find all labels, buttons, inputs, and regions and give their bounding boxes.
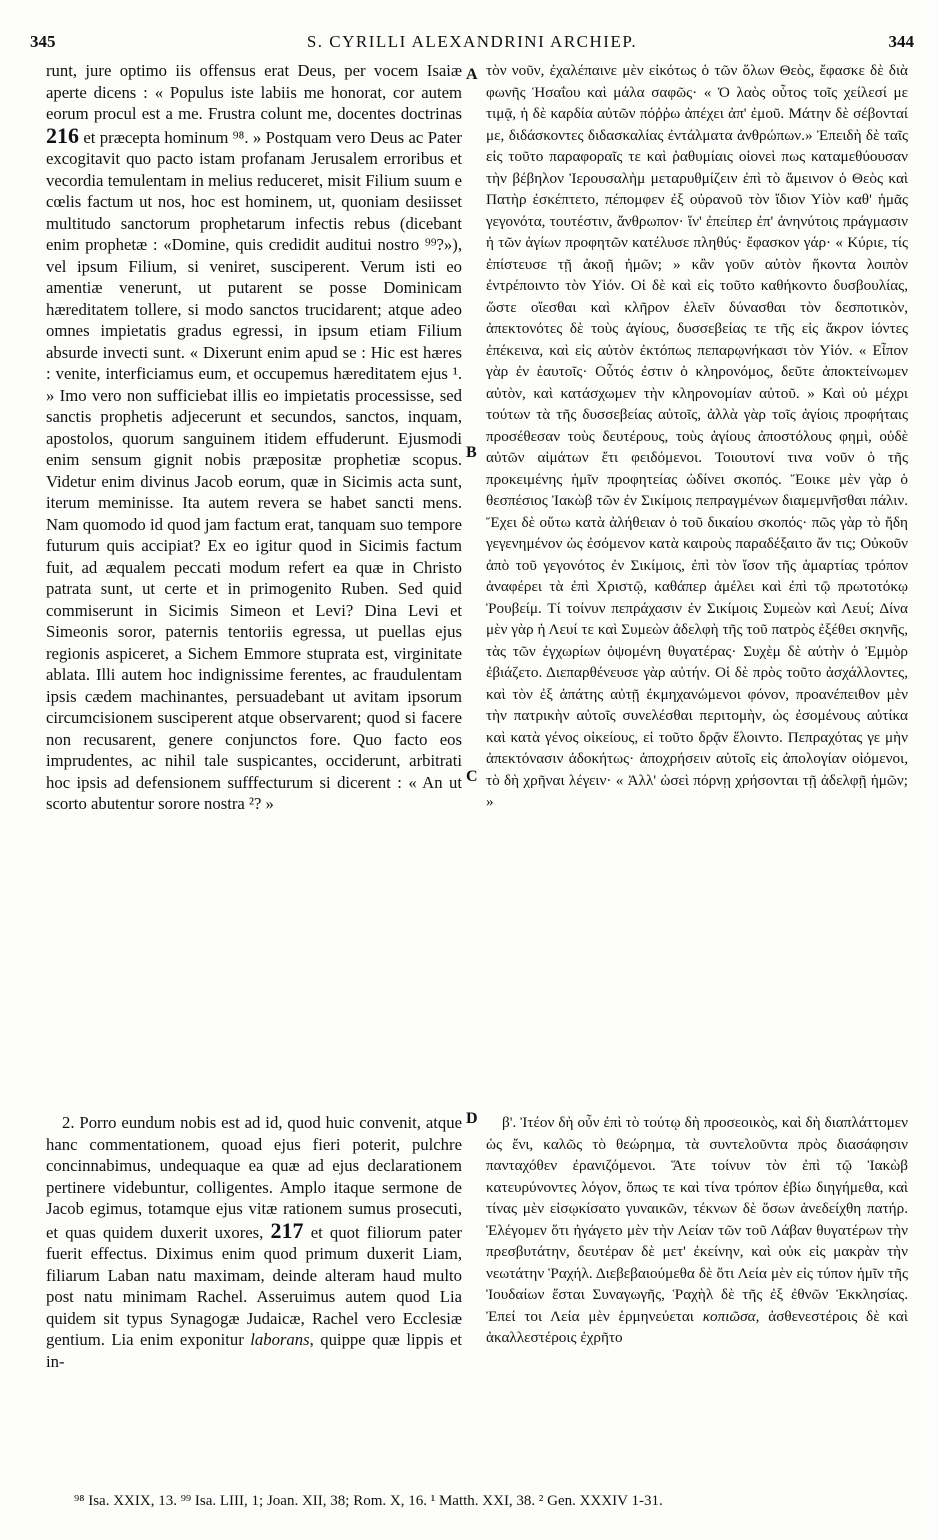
latin-text: et præcepta hominum ⁹⁸. » Postquam vero Deus ac Pater excogitavit quo pacto istam profanam Jerusalem erroribus et vecordia temulentam in melius reduceret, misit Filium suum e cœlis factum ut nos, hoc est hominem, ut, quoniam desiisset multitudo sanctorum prophetarum infectis rebus (dicebant enim prophetæ : «Domine, quis credidit auditui nostro ⁹⁹?»), vel ipsum Filium, si veniret, susciperent. Verum isti eo amentiæ venerunt, ut putarent se posse Dominicam hæreditatem tollere, si modo sanctos trucidarent; atque adeo omnes impietatis gradus egressi, in ipsum etiam Filium absurde invecti sunt. « Dixerunt enim apud se : Hic est hæres : venite, interficiamus eum, et occupemus hæreditatem ejus ¹. » Imo vero non sufficiebat illis eo impietatis processisse, sed sanctis prophetis adjecerunt et secundos, sanctos, inquam, apostolos, quorum sanguinem itidem effuderunt. Ejusmodi enim sensum gignit nobis præpositæ prophetiæ scopus. Videtur enim divinus Jacob eorum, quæ in Sicimis acta sunt, iterum meminisse. Ita autem revera se habet sancti mens. Nam quomodo id quod jam factum erat, tanquam suo tempore futurum quis accipiat? Ex eo igitur quod in Sicimis factum fuit, ad æqualem peccati modum refert ea quæ in Christo patrata sunt, ut certe et in primogenito Ruben. Sed quid commiserunt in Sicimis Simeon et Levi? Dina Levi et Simeonis soror, paternis tentoriis egressa, ut puellas ejus regionis aspiceret, a Sichem Emmore stuprata est, virginitate ablata. Illi autem hoc indignissime ferentes, ac fraudulentam ipsis cædem machinantes, persuadebant ut avitam ipsorum circumcisionem susciperent atque observarent; quod si facere non recusarent, genere conjunctos fore. Quo facto eos imprudentes, ac nihil tale suspicantes, occiderunt, arbitrati hoc ipsis ad defensionem sufffecturum si dicerent : « An ut scorto abutentur sorore nostra ²? » (46, 127, 462, 813)
latin-column-top (46, 60, 462, 815)
greek-text: , ἀσθενεστέροις δὲ καὶ ἀκαλλεστέροις ἐχρῆτο (486, 1307, 908, 1346)
inline-page-number: 217 (270, 1217, 304, 1243)
greek-text: β'. Ἰτέον δὴ οὖν ἐπὶ τὸ τούτῳ δὴ προσεοικὸς, καὶ δὴ διαπλάττομεν ὡς ἔνι, καλῶς τὸ θεώρημα, τὰ συντελοῦντα πρὸς διασάφησιν πανταχόθεν ἐρανιζόμενοι. Ἅτε τοίνυν τὸν ἐπὶ τῷ Ἰακὼβ κατευρύνοντες λόγον, ὅπως τε καὶ τίνα τρόπον ἐβίω διηγήμεθα, καὶ τίνας μὲν εἰσῳκίσατο γυναικῶν, τέκνων δὲ ὅσων ἀνεδείχθη πατήρ. Ἐλέγομεν ὅτι ἠγάγετο μὲν τὴν Λείαν τῶν τοῦ Λάβαν θυγατέρων τὴν πρεσβυτάτην, δευτέραν δὲ μετ' ἐκείνην, καὶ οὐκ εἰς μακρὰν τὴν νεωτάτην Ῥαχήλ. Διεβεβαιούμεθα δὲ ὅτι Λεία μὲν εἰς τύπον ἡμῖν τῆς Ἰουδαίων ἔσται Συναγωγῆς, Ῥαχὴλ δὲ τῆς ἐξ ἐθνῶν Ἐκκλησίας. Ἐπεί τοι Λεία μὲν ἑρμηνεύεται (486, 1114, 908, 1325)
margin-letter-a: A (466, 66, 478, 83)
greek-paragraph-1: τὸν νοῦν, ἐχαλέπαινε μὲν εἰκότως ὁ τῶν ὅλων Θεὸς, ἔφασκε δὲ διὰ φωνῆς Ἡσαΐου καὶ μάλα σαφῶς· « Ὁ λαὸς οὗτος τοῖς χείλεσί με τιμᾷ, ἡ δὲ καρδία αὐτῶν πόῤῥω ἀπέχει ἀπ' ἐμοῦ. Μάτην δὲ σέβονταί με, διδάσκοντες διδασκαλίας ἐντάλματα ἀνθρώπων.» Ἐπειδὴ δὲ ταῖς εἰς τοῦτο παραφοραῖς τε καὶ ῥαθυμίαις οἱονεὶ πως καταμεθύουσαν τὴν βέβηλον Ἱερουσαλὴμ μεταρυθμίζειν ἐπὶ τὸ ἄμεινον ὁ Θεὸς καὶ Πατὴρ ἐσκέπτετο, πέπομφεν ἐξ οὐρανοῦ τὸν ἴδιον Υἱὸν καθ' ἡμᾶς γεγονότα, τουτέστιν, ἄνθρωπον· ἵν' ἐπείπερ ἐπ' ἀνηνύτοις πράγμασιν ἡ τῶν ἁγίων προφητῶν κατέλυσε πληθύς· ἔφασκον γάρ· « Κύριε, τίς ἐπίστευσε τῇ ἀκοῇ ἡμῶν; » κἂν γοῦν αὐτὸν ἥκοντα λοιπὸν ἐντρέποιντο τὸν Υἱόν. Οἱ δὲ καὶ εἰς τοῦτο καθήκοντο δυσβουλίας, ὥστε οἴεσθαι καὶ κλῆρον ἑλεῖν δύνασθαι τὸν δεσποτικὸν, ἀπεκτονότες δὲ τοὺς ἁγίους, δυσσεβείας τε τῆς εἰς ἄκρον ἰόντες ἐπέκεινα, καὶ εἰς αὐτὸν ἐκτόπως πεπαρῳνήκασι τὸν Υἱόν. « Εἶπον γὰρ ἐν ἑαυτοῖς· Οὗτός ἐστιν ὁ κληρονόμος, δεῦτε ἀποκτείνωμεν αὐτὸν, καὶ κατάσχωμεν τὴν κληρονομίαν αὐτοῦ. » Καὶ οὐ μέχρι τούτων τὰ τῆς δυσσεβείας αὐτοῖς, ἀλλὰ γὰρ τοῖς ἁγίοις προφήταις προσέθεσαν τοὺς δευτέρους, τοὺς ἁγίους ἀποστόλους φημὶ, οὐδὲ αὐτῶν αἱμάτων ἔτι φειδόμενοι. Τοιουτονί τινα νοῦν ὁ τῆς προκειμένης ἡμῖν προφητείας ὠδίνει σκοπός. Ἔοικε μὲν γὰρ ὁ θεσπέσιος Ἰακὼβ τῶν ἐν Σικίμοις πεπραγμένων διαμεμνῆσθαι πάλιν. Ἔχει δὲ οὕτω κατὰ ἀλήθειαν ὁ τοῦ δικαίου σκοπός· πῶς γὰρ τὸ ἤδη γεγενημένον ὡς ἐσόμενον κατὰ καιροὺς παραδέξαιτο ἄν τις; Οὐκοῦν ἀπὸ τοῦ γεγονότος ἐν Σικίμοις, ἐπὶ τὸν ἴσον τῆς ἁμαρτίας τρόπον ἀναφέρει τὰ ἐπὶ Χριστῷ, καθάπερ ἀμέλει καὶ ἐπὶ τῷ πρωτοτόκῳ Ῥουβείμ. Τί τοίνυν πεπράχασιν ἐν Σικίμοις Συμεὼν καὶ Λευί; Δίνα μὲν γὰρ ἡ Λευί τε καὶ Συμεὼν ἀδελφὴ τῆς τοῦ πατρὸς ἐξέθει σκηνῆς, τὰς τῶν ἐγχωρίων ὀψομένη θυγατέρας· Συχὲμ δὲ αὐτὴν ὁ Ἐμμὸρ ἐβιάζετο. Διεπαρθένευσε γὰρ αὐτήν. Οἱ δὲ πρὸς τοῦτο ἀσχάλλοντες, καὶ τὸν ἐξ ἀπάτης αὐτῇ ἐκμηχανώμενοι φόνον, προανέπειθον μὲν τὴν πατρικὴν αὐτοῖς συνελέσθαι περιτομὴν, ὡς ἐσομένους αὐτίκα καὶ κατὰ γένος οἰκείους, εἰ τοῦτο δρᾷν ἕλοιντο. Πεπραχότας γε μὴν ἀπεκτόνασιν ἀδοκήτως· ἀποχρήσειν αὐτοῖς εἰς ἀπολογίαν οἰόμενοι, τὸ δὴ χρῆναι λέγειν· « Ἀλλ' ὡσεὶ πόρνῃ χρήσονται τῇ ἀδελφῇ ἡμῶν; » (486, 62, 908, 810)
margin-letter-c: C (466, 768, 478, 785)
margin-letter-d: D (466, 1110, 478, 1127)
latin-text: runt, jure optimo iis offensus erat Deus, per vocem Isaiæ aperte dicens : « Populus iste labiis me honorat, cor autem eorum procul est a me. Frustra colunt me, docentes doctrinas (46, 61, 462, 123)
latin-text: et quot filiorum pater fuerit effectus. Diximus enim quod primum duxerit Liam, filiarum Laban natu maximam, deinde alteram haud multo post natu minimam Rachel. Asseruimus autem quod Lia quidem sit typus Synagogæ Judaicæ, Rachel vero Ecclesiæ gentium. Lia enim exponitur (46, 1222, 462, 1349)
footnotes: ⁹⁸ Isa. XXIX, 13. ⁹⁹ Isa. LIII, 1; Joan. XII, 38; Rom. X, 16. ¹ Matth. XXI, 38. ² Gen. XXXIV 1-31. (74, 1493, 663, 1509)
latin-italic-word: laborans (250, 1330, 310, 1349)
page-number-left: 345 (30, 32, 56, 51)
latin-paragraph-2 (46, 1112, 462, 1372)
latin-text: 2. Porro eundum nobis est ad id, quod huic convenit, atque hanc commentationem, quoad ejus fieri poterit, pulchre concinnabimus, undequaque ea quæ ad ejus declarationem pertinere videbuntur, colligentes. Amplo itaque sermone de Jacob egimus, totamque ejus vitæ rationem sumus prosecuti, et quas quidem duxerit uxores, (46, 1113, 462, 1242)
inline-page-number: 216 (46, 122, 79, 148)
margin-letter-b: B (466, 444, 477, 461)
latin-text: , quippe quæ lippis et in- (46, 1330, 462, 1371)
page-header (30, 32, 914, 56)
page-number-right: 344 (888, 32, 914, 51)
latin-column-bottom (46, 1112, 462, 1372)
greek-paragraph-2 (486, 1112, 908, 1349)
greek-italic-word: κοπιῶσα (702, 1307, 756, 1325)
greek-column-top (486, 60, 908, 813)
running-title: S. CYRILLI ALEXANDRINI ARCHIEP. (306, 32, 638, 51)
latin-paragraph-1 (46, 60, 462, 815)
greek-column-bottom (486, 1112, 908, 1349)
